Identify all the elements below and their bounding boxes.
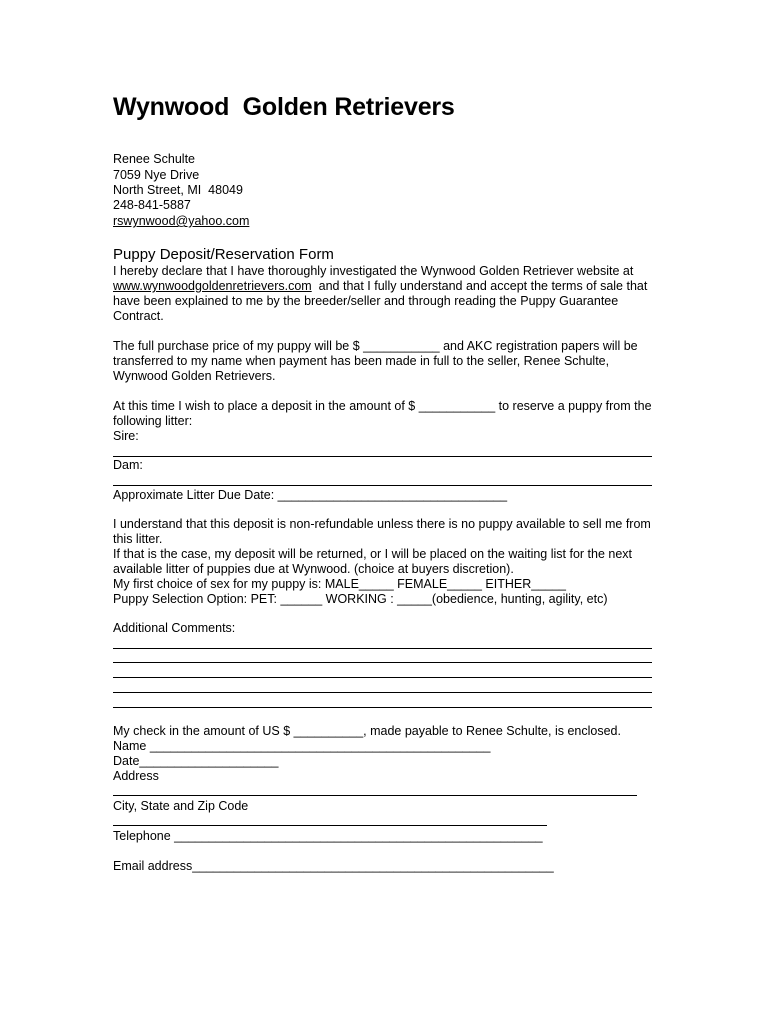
contact-email-link[interactable]: rswynwood@yahoo.com [113, 214, 250, 228]
address-field-line[interactable] [113, 795, 637, 796]
form-title: Puppy Deposit/Reservation Form [113, 246, 334, 263]
dam-label: Dam: [113, 458, 143, 472]
telephone-field: Telephone _____________________________________________________ [113, 829, 543, 843]
contact-street: 7059 Nye Drive [113, 168, 200, 182]
refund-line-3: If that is the case, my deposit will be returned, or I will be placed on the waiting list for the next [113, 547, 633, 561]
check-line: My check in the amount of US $ __________, made payable to Renee Schulte, is enclosed. [113, 724, 621, 738]
refund-line-1: I understand that this deposit is non-refundable unless there is no puppy available to sell me from [113, 517, 651, 531]
comments-line-5[interactable] [113, 707, 652, 708]
name-field: Name _________________________________________________ [113, 739, 491, 753]
comments-line-1[interactable] [113, 648, 652, 649]
date-field: Date____________________ [113, 754, 279, 768]
contact-phone: 248-841-5887 [113, 198, 191, 212]
declaration-line-1: I hereby declare that I have thoroughly investigated the Wynwood Golden Retriever website at [113, 264, 634, 278]
declaration-line-3: have been explained to me by the breeder/seller and through reading the Puppy Guarantee [113, 294, 619, 308]
due-date-label: Approximate Litter Due Date: _________________________________ [113, 488, 508, 502]
refund-line-2: this litter. [113, 532, 163, 546]
price-line-3: Wynwood Golden Retrievers. [113, 369, 276, 383]
contact-city: North Street, MI 48049 [113, 183, 243, 197]
address-label: Address [113, 769, 159, 783]
price-line-2: transferred to my name when payment has been made in full to the seller, Renee Schulte, [113, 354, 610, 368]
city-state-zip-label: City, State and Zip Code [113, 799, 249, 813]
comments-line-2[interactable] [113, 662, 652, 663]
dam-field-line[interactable] [113, 485, 652, 486]
city-state-zip-field-line[interactable] [113, 825, 547, 826]
email-field: Email address____________________________________________________ [113, 859, 554, 873]
declaration-line-4: Contract. [113, 309, 164, 323]
comments-line-4[interactable] [113, 692, 652, 693]
website-link[interactable]: www.wynwoodgoldenretrievers.com [113, 279, 312, 293]
price-line-1: The full purchase price of my puppy will be $ ___________ and AKC registration papers will be [113, 339, 638, 353]
sex-choice-line: My first choice of sex for my puppy is: MALE_____ FEMALE_____ EITHER_____ [113, 577, 566, 591]
selection-option-line: Puppy Selection Option: PET: ______ WORKING : _____(obedience, hunting, agility, etc) [113, 592, 608, 606]
comments-label: Additional Comments: [113, 621, 236, 635]
contact-name: Renee Schulte [113, 152, 196, 166]
page-title: Wynwood Golden Retrievers [113, 93, 455, 121]
comments-line-3[interactable] [113, 677, 652, 678]
sire-label: Sire: [113, 429, 139, 443]
deposit-line-1: At this time I wish to place a deposit in the amount of $ ___________ to reserve a puppy from the [113, 399, 652, 413]
sire-field-line[interactable] [113, 456, 652, 457]
declaration-line-2 [113, 279, 647, 294]
refund-line-4: available litter of puppies due at Wynwood. (choice at buyers discretion). [113, 562, 514, 576]
deposit-line-2: following litter: [113, 414, 193, 428]
declaration-line-2-rest: and that I fully understand and accept the terms of sale that [311, 279, 648, 293]
